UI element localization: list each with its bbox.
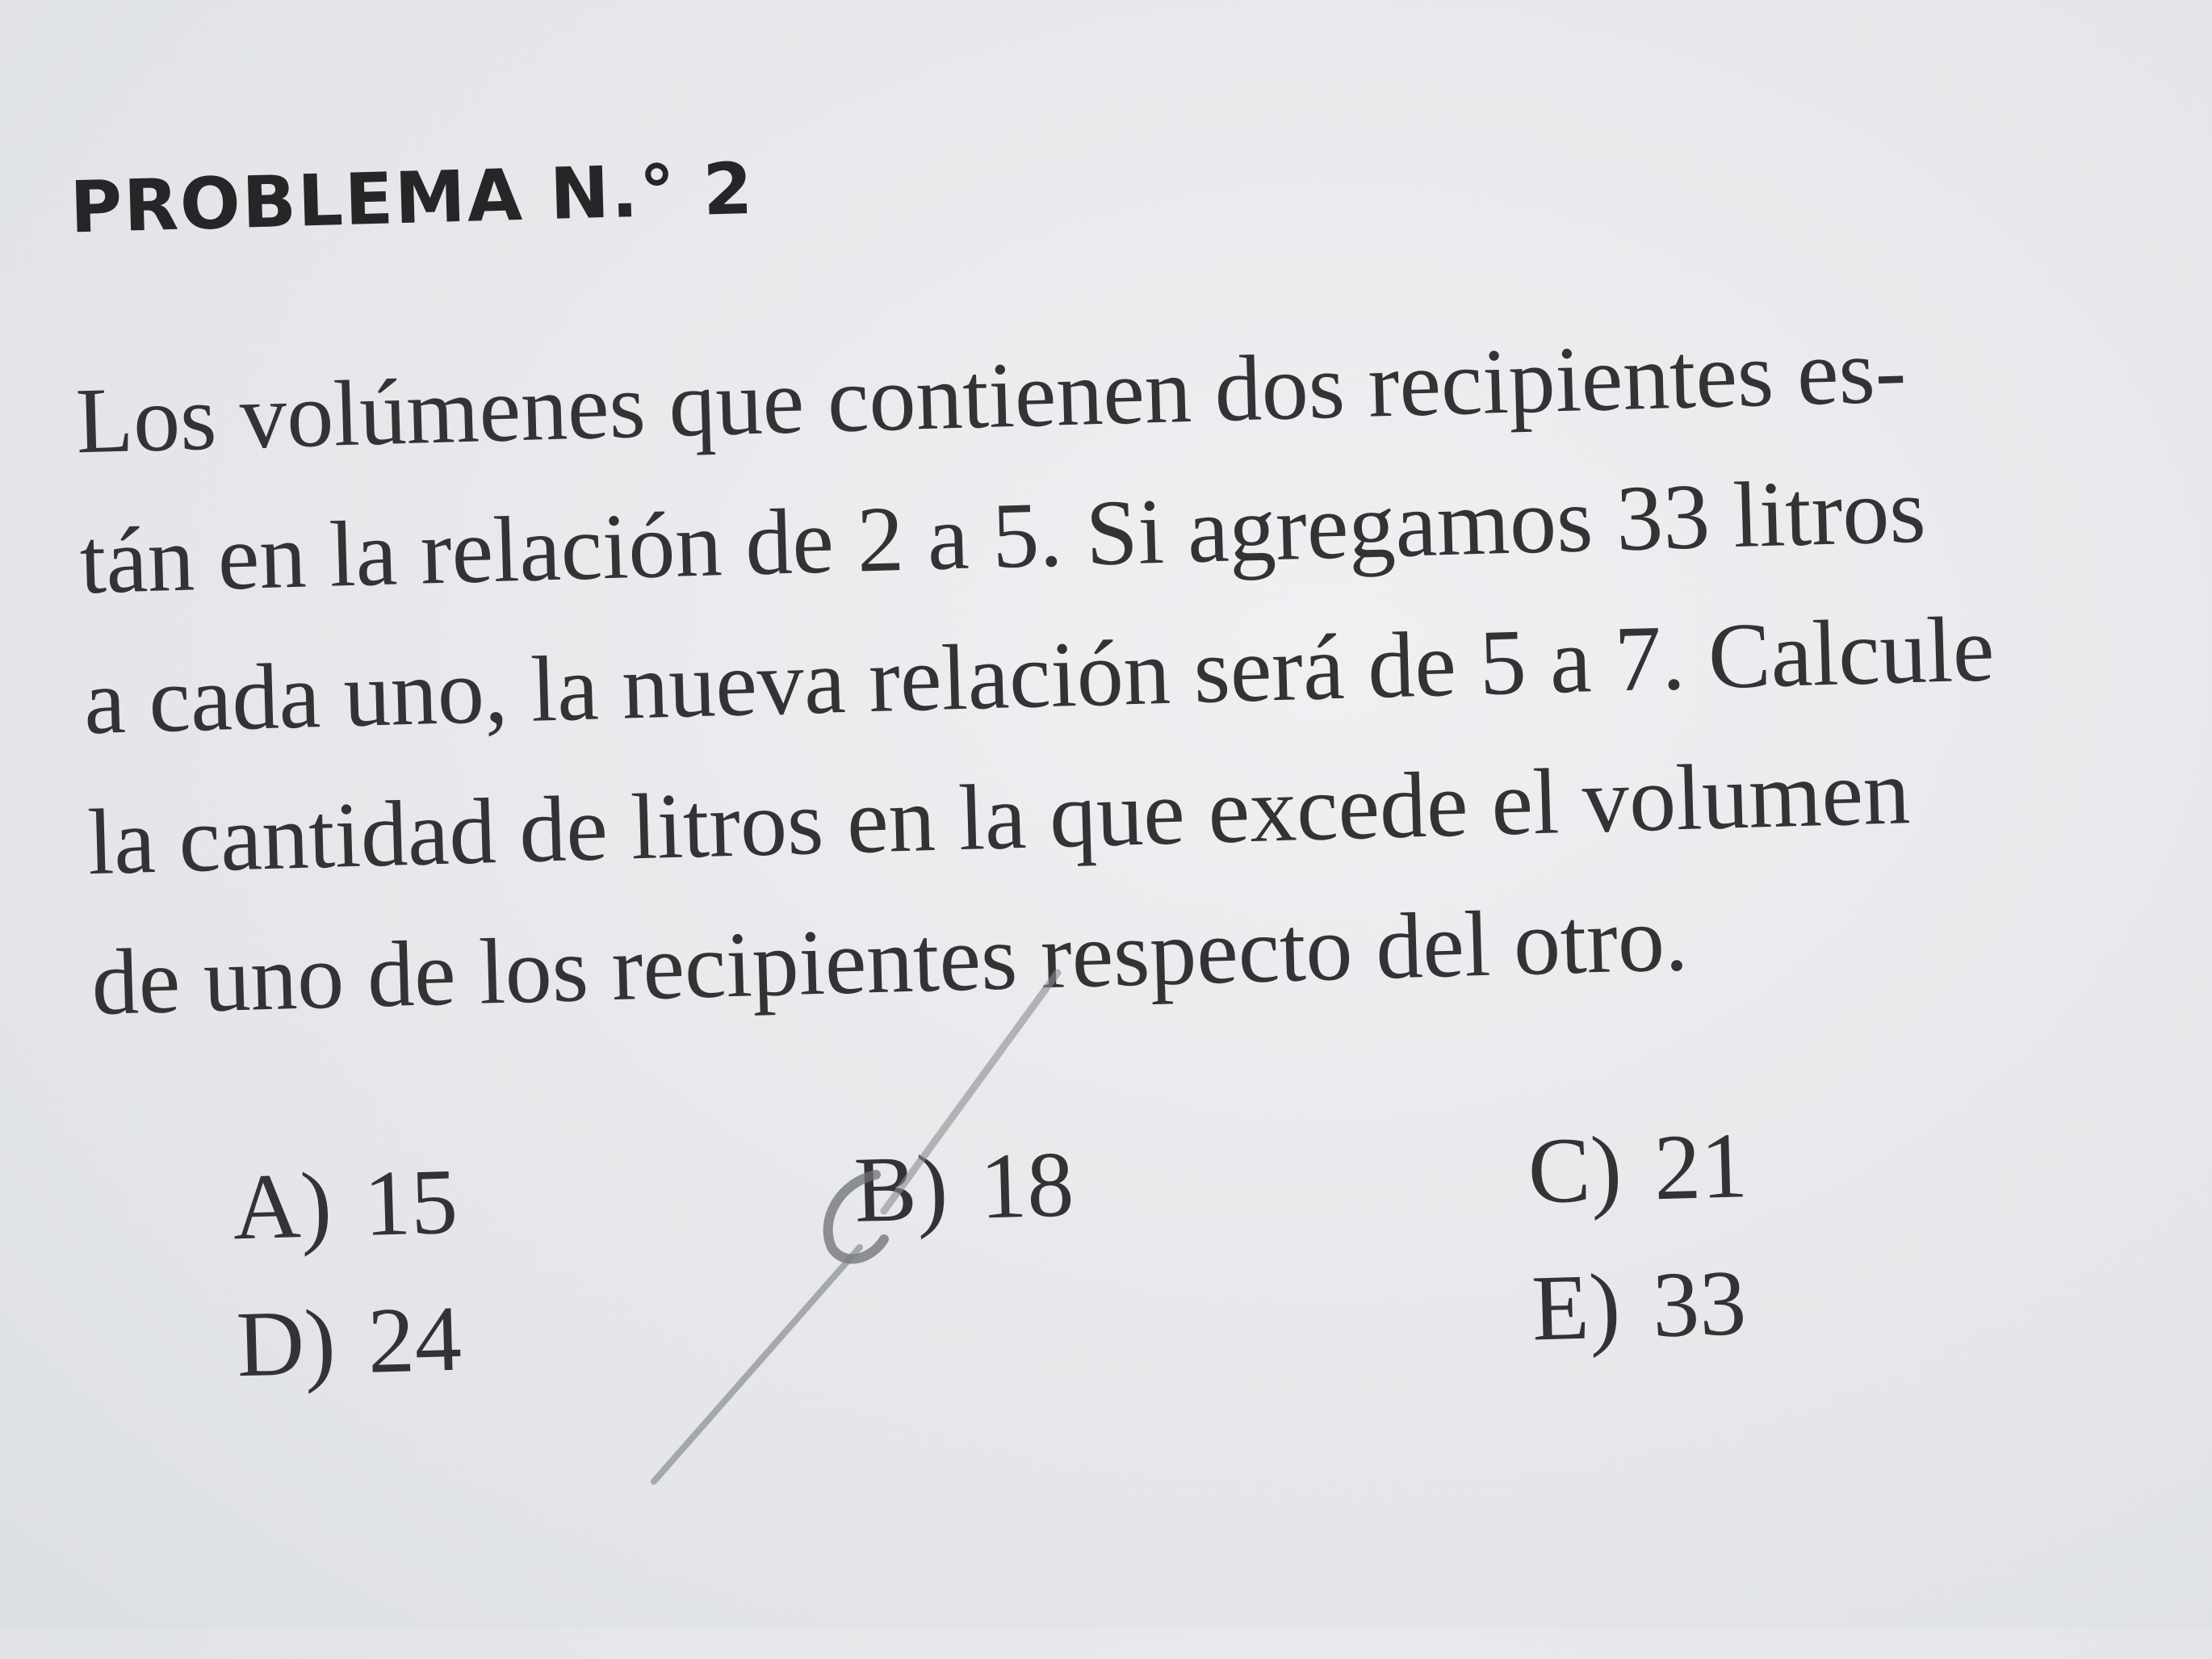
option-c-value: 21 [1652, 1114, 1749, 1221]
option-b[interactable] [853, 1131, 1075, 1245]
option-e-letter: E) [1530, 1255, 1622, 1361]
option-d[interactable] [235, 1286, 463, 1400]
option-d-letter: D) [235, 1290, 337, 1397]
option-c-letter: C) [1527, 1117, 1623, 1224]
statement-line-3: a cada uno, la nueva relación será de 5 a 7. Calcule [82, 597, 1996, 755]
problem-title: PROBLEMA N.° 2 [69, 146, 756, 249]
statement-line-2: tán en la relación de 2 a 5. Si agregamos 33 litros [78, 459, 1928, 614]
option-a-value: 15 [362, 1150, 459, 1256]
option-a-letter: A) [231, 1153, 333, 1260]
option-b-value: 18 [978, 1133, 1075, 1239]
option-e[interactable] [1531, 1250, 1748, 1363]
option-c[interactable] [1527, 1112, 1749, 1226]
option-e-value: 33 [1651, 1251, 1748, 1358]
option-b-letter: B) [853, 1136, 949, 1242]
statement-line-4: la cantidad de litros en la que excede el volumen [86, 740, 1912, 895]
statement-line-5: de uno de los recipientes respecto del otro. [90, 886, 1690, 1036]
option-d-value: 24 [366, 1287, 463, 1393]
statement-line-1: Los volúmenes que contienen dos recipientes es- [74, 319, 1908, 474]
problem-statement [74, 294, 2160, 1054]
option-a[interactable] [232, 1149, 459, 1263]
